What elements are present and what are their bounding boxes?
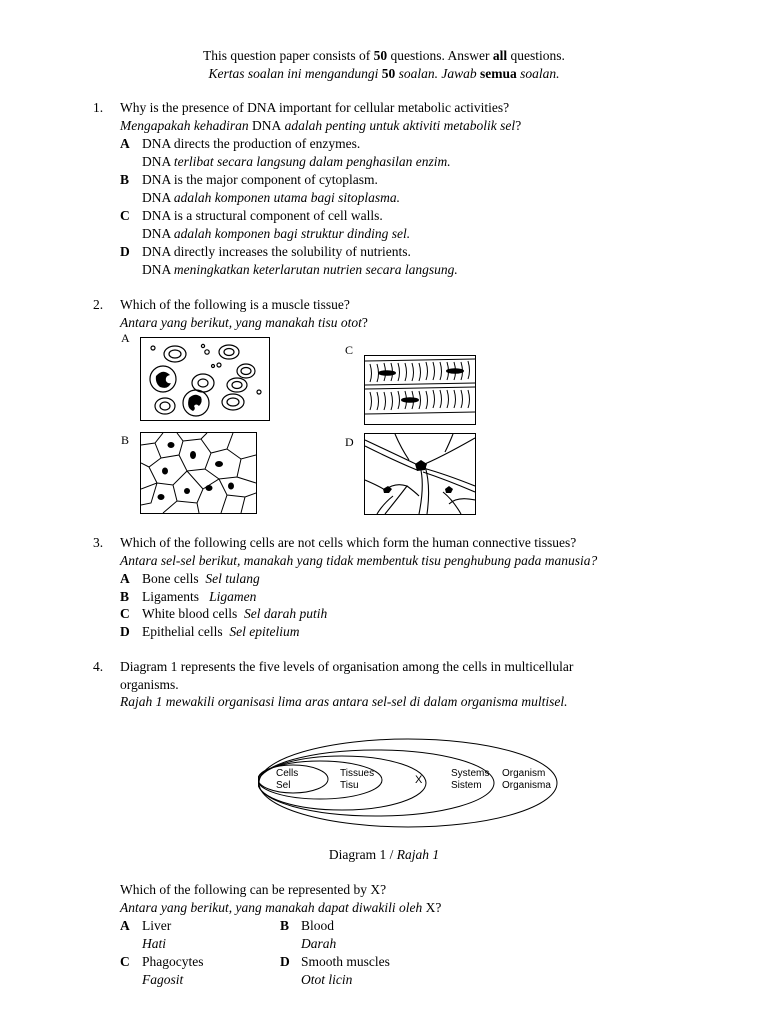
q4-question-ms: Rajah 1 mewakili organisasi lima aras antara sel-sel di dalam organisma multisel. — [120, 694, 568, 709]
q4-option-c-letter[interactable]: C — [120, 954, 130, 969]
q1-number: 1. — [93, 100, 104, 115]
q4-option-c-en: Phagocytes — [142, 954, 204, 969]
q3-question-en: Which of the following cells are not cells which form the human connective tissues? — [120, 535, 577, 550]
q2-question-ms: Antara yang berikut, yang manakah tisu otot? — [120, 315, 368, 330]
diagram-systems-en: Systems — [451, 768, 490, 779]
q2-image-a-blood-cells[interactable] — [140, 337, 270, 421]
diagram-tissues-ms: Tisu — [340, 780, 359, 791]
q3-option-b: Ligaments Ligamen — [142, 589, 257, 604]
q1-option-d-letter[interactable]: D — [120, 244, 130, 259]
q4-number: 4. — [93, 659, 104, 674]
diagram-cells-ms: Sel — [276, 780, 291, 791]
diagram-organism-en: Organism — [502, 768, 546, 779]
q4-subquestion-en: Which of the following can be represented by X? — [120, 882, 387, 897]
q4-option-b-ms: Darah — [301, 936, 337, 951]
q2-image-d-nerve-cells[interactable] — [364, 433, 476, 515]
q1-option-c-letter[interactable]: C — [120, 208, 130, 223]
q1-option-b-ms: DNA adalah komponen utama bagi sitoplasma. — [142, 190, 401, 205]
diagram-organism-ms: Organisma — [502, 780, 551, 791]
header-english: This question paper consists of 50 questions. Answer all questions. — [203, 48, 565, 63]
q3-option-b-letter[interactable]: B — [120, 589, 130, 604]
q1-option-c-ms: DNA adalah komponen bagi struktur dinding sel. — [142, 226, 411, 241]
header-malay: Kertas soalan ini mengandungi 50 soalan. Jawab semua soalan. — [208, 66, 560, 81]
diagram-caption: Diagram 1 / Rajah 1 — [328, 847, 440, 862]
q2-image-c-muscle-fibers[interactable] — [364, 355, 476, 425]
q4-option-a-letter[interactable]: A — [120, 918, 130, 933]
q3-option-d-letter[interactable]: D — [120, 624, 130, 639]
q1-option-b-en: DNA is the major component of cytoplasm. — [142, 172, 378, 187]
q1-option-b-letter[interactable]: B — [120, 172, 130, 187]
q4-subquestion-ms: Antara yang berikut, yang manakah dapat diwakili oleh X? — [120, 900, 442, 915]
q1-option-c-en: DNA is a structural component of cell walls. — [142, 208, 383, 223]
q2-question-en: Which of the following is a muscle tissue? — [120, 297, 350, 312]
q2-image-b-polygon-cells[interactable] — [140, 432, 257, 514]
diagram-tissues-en: Tissues — [340, 768, 375, 779]
q4-question-en-line1: Diagram 1 represents the five levels of organisation among the cells in multicellular — [120, 659, 574, 674]
diagram-1-organisation-levels — [258, 738, 558, 828]
diagram-systems-ms: Sistem — [451, 780, 482, 791]
q3-option-c-letter[interactable]: C — [120, 606, 130, 621]
q3-option-a-letter[interactable]: A — [120, 571, 130, 586]
q2-label-d[interactable]: D — [345, 435, 354, 449]
q1-option-d-en: DNA directly increases the solubility of nutrients. — [142, 244, 411, 259]
q1-option-a-en: DNA directs the production of enzymes. — [142, 136, 361, 151]
q4-option-b-letter[interactable]: B — [280, 918, 290, 933]
q1-question-ms: Mengapakah kehadiran DNA adalah penting untuk aktiviti metabolik sel? — [120, 118, 522, 133]
q3-option-d: Epithelial cells Sel epitelium — [142, 624, 300, 639]
q4-option-d-letter[interactable]: D — [280, 954, 290, 969]
q3-question-ms: Antara sel-sel berikut, manakah yang tidak membentuk tisu penghubung pada manusia? — [120, 553, 598, 568]
diagram-cells-en: Cells — [276, 768, 299, 779]
q4-option-b-en: Blood — [301, 918, 335, 933]
q1-option-a-letter[interactable]: A — [120, 136, 130, 151]
q1-option-d-ms: DNA meningkatkan keterlarutan nutrien secara langsung. — [142, 262, 458, 277]
q2-label-c[interactable]: C — [345, 343, 354, 357]
q4-option-a-ms: Hati — [142, 936, 167, 951]
q3-number: 3. — [93, 535, 104, 550]
diagram-x: X — [415, 774, 423, 786]
q4-option-a-en: Liver — [142, 918, 172, 933]
q2-number: 2. — [93, 297, 104, 312]
q4-option-d-en: Smooth muscles — [301, 954, 390, 969]
q3-option-a: Bone cells Sel tulang — [142, 571, 260, 586]
q1-question-en: Why is the presence of DNA important for cellular metabolic activities? — [120, 100, 510, 115]
q3-option-c: White blood cells Sel darah putih — [142, 606, 328, 621]
q2-label-b[interactable]: B — [121, 433, 130, 447]
q4-option-d-ms: Otot licin — [301, 972, 353, 987]
q2-label-a[interactable]: A — [121, 331, 130, 345]
q1-option-a-ms: DNA terlibat secara langsung dalam penghasilan enzim. — [142, 154, 451, 169]
q4-option-c-ms: Fagosit — [142, 972, 184, 987]
q4-question-en-line2: organisms. — [120, 677, 179, 692]
